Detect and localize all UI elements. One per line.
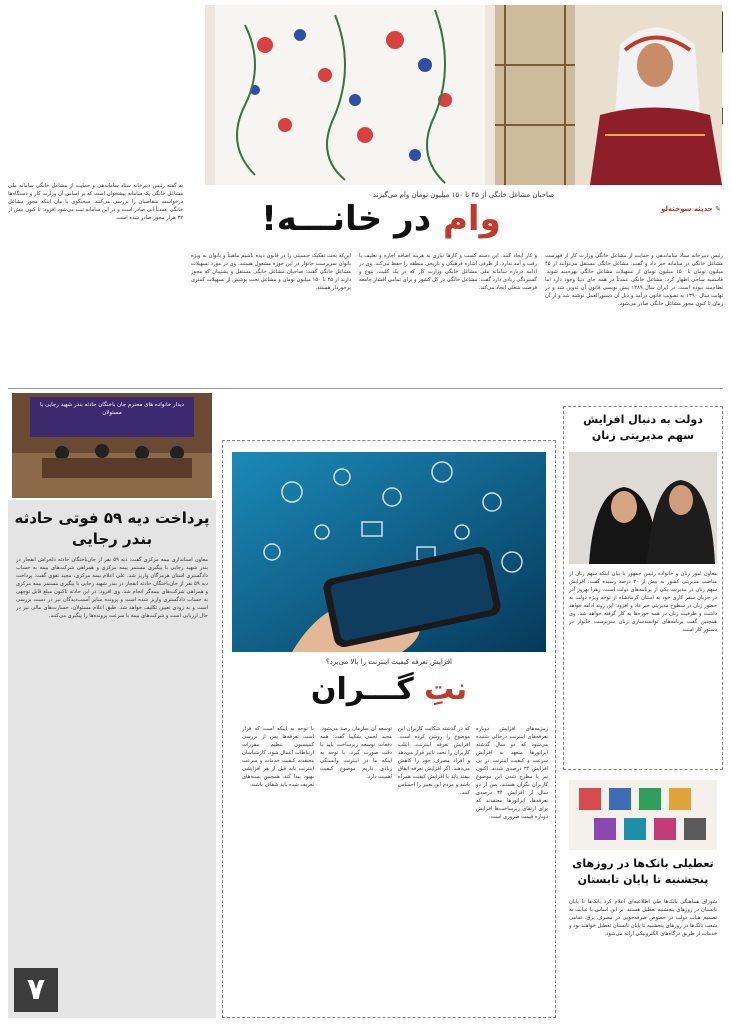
headline-accent: وام xyxy=(443,199,501,239)
bank-photo xyxy=(569,780,717,850)
section-divider xyxy=(8,388,723,389)
lead-author xyxy=(601,205,721,213)
bank-logos-image xyxy=(569,780,717,850)
bank-body: شورای هماهنگی بانک‌ها طی اطلاعیه‌ای اعلام کرد بانک‌ها تا پایان تابستان در روزهای پنجشنبه تعطیل هستند. بر این اساس با عنایت به تصمیم هیات دولت در خصوص صرفه‌جویی در مصرف برق، تمامی شعب بانک‌ها در روزهای پنجشنبه تا پایان تابستان تعطیل خواهند بود و خدمات از طریق درگاه‌های الکترونیکی ارائه می‌شود. xyxy=(569,899,717,937)
lead-photo xyxy=(205,5,722,185)
internet-headline xyxy=(232,670,546,710)
author-name: حدیثه سوخته‌لو xyxy=(660,205,713,213)
embroidery-loom-image xyxy=(205,5,722,185)
lead-col-4: به گفته رئیس دبیرخانه ستاد ساماندهی و حمایت از مشاغل خانگی سامانه ملی مشاغل خانگی یک سامانه پیشخوان است که بر اساس آن وزارت کار و دستگاه‌ها درخواست متقاضیان را بررسی می‌کنند. سخنگوی با بیان اینکه مجوز مشاغل خانگی عمدتاً آنی صادر است و در این سامانه ثبت می‌شود افزود: تا کنون بیش از ۳۲ هزار مجوز صادر شده است. xyxy=(8,183,183,221)
fire-article-photo xyxy=(12,393,212,498)
internet-col-3: توسعه آن سازمان رصد می‌شود. مجید لحمی شکیبا گفت: همه دفعات توسعه زیرساخت باید با دقت صورت گیرد. با توجه به اینکه ما در اینترنت وابستگی زیادی داریم موضوع کیفیت اهمیت دارد. xyxy=(320,726,392,780)
fire-headline: پرداخت دیه ۵۹ فوتی حادثه بندر رجایی xyxy=(14,509,210,548)
lead-col-2: و کار ایجاد کنند. این دسته کسب و کارها نیازی به هزینه اضافه اجاره و تعلیف با رفت و آمد ندارد. از طرفی اشاره فرهنگی و تاریخی منطقه را حفظ می‌کند. وی در ادامه درباره سامانه ملی مشاغل خانگی وزارت کار که در یک کلیت، تنوع و گستردگی زیادی دارد گفت: مشاغل خانگی در کل کشور و برای تمامی اقشار جامعه فرصت شغلی ایجاد می‌کند. xyxy=(359,253,537,291)
headline-rest: در خانـــه! xyxy=(261,199,432,239)
lead-col-1: رئیس دبیرخانه ستاد ساماندهی و حمایت از مشاغل خانگی وزارت کار از فهرست مشاغل خانگی در سامانه خبر داد و گفت: مشاغل خانگی مستقل می‌توانند از ۴۵ میلیون تومان تا ۱۵۰ میلیون تومان از تسهیلات مشاغل خانگی بهره‌مند شوند. قاسمیه ساجی اظهار کرد: مشاغل خانگی عمدتاً در همه جای دنیا وجود دارد اما نظام‌مند نبوده است. در ایران سال ۱۳۸۹ پیش نویسی قانون آن تدوین شد و در نهایت سال ۱۳۹۰ به تصویب قانون درآمد و ذیل آن دستورالعمل نوشته شد و از آن زمان تا کنون مجوز مشاغل خانگی صادر می‌شود. xyxy=(545,253,723,307)
internet-col-2: که در گذشته شکایت کاربران این موضوع را روشن کرده است. افزایش تعرفه اینترنت، اغلب کاربران را تحت تاثیر قرار می‌دهد و افراد مصرف خود را کاهش می‌دهند. اگر افزایش تعرفه اتفاق بیفتد باید با افزایش کیفیت همراه باشد و مردم این تغییر را احساس کنند. xyxy=(398,726,470,796)
women-officials-image xyxy=(569,452,717,564)
internet-headline-rest: گـــران xyxy=(310,672,414,707)
pen-icon: ✎ xyxy=(715,205,721,213)
internet-photo xyxy=(232,452,546,652)
internet-col-4: با توجه به اینکه است که قرار است تعرفه‌ها پس از بررسی کمیسیون تنظیم مقررات ارتباطات اعمال شود، کارشناسان معتقدند کیفیت خدمات و سرعت اینترنت باید قبل از هر افزایشی بهبود پیدا کند. همچنین بسته‌های تعریف شده باید شفاف باشند. xyxy=(242,726,314,788)
internet-col-1: زمزمه‌های افزایش دوباره تعرفه‌های اینترنت درحالی شنیده می‌شود که دو سال گذشته اپراتورها متعهد به افزایش سرعت و کیفیت اینترنت در پی افزایش ۳۴ درصدی شدند. اکنون نیز با مطرح شدن این موضوع کاربران نگران هستند. پس از دو سال از افزایش ۳۴ درصدی تعرفه‌ها، اپراتورها معتقدند که برای ارتقای زیرساخت‌ها افزایش دوباره قیمت ضروری است. xyxy=(476,726,548,820)
lead-photo-caption: صاحبان مشاغل خانگی از ۴۵ تا ۱۵۰ میلیون تومان وام می‌گیرند xyxy=(372,191,555,199)
phone-internet-image xyxy=(232,452,546,652)
lead-col-3: این‌که بحث تفکیک جنسیتی را در قانون دیده باشیم ماهیتاً و بانوان به ویژه بانوان سرپرست خانوار در این حوزه مشغول هستند. وی در مورد تسهیلات مشاغل خانگی گفت: صاحبان مشاغل خانگی مستقل و پشتیبان که مجوز دارند از ۴۵ تا ۱۵۰ میلیون تومان و مشاغل تحت پوشش از تسهیلات کمتری برخوردار هستند. xyxy=(191,253,351,291)
internet-headline-accent: نتِ xyxy=(424,672,468,707)
fire-body: معاون استانداری بیمه مرکزی گفت: دیه ۵۹ نفر از جان‌باختگان حادثه دلخراش انفجار در بندر شهید رجایی با پیگیری مستمر بیمه مرکزی و همراهی شرکت‌های بیمه به حساب دادگستری استان هرمزگان واریز شد. علی اعلام بیمه مرکزی، مجید تقوی گفت: پرداخت دیه ۵۹ نفر از جان‌باختگان حادثه انفجار در بندر شهید رجایی با پیگیری مستمر بیمه مرکزی و همراهی شرکت‌های بیمه‌گر انجام شد. وی افزود: در این حادثه تاکنون مبلغ قابل توجهی به حساب دادگستری واریز شده است و پرونده سایر آسیب‌دیدگان نیز در دست بررسی است و به زودی تعیین تکلیف خواهد شد. طبق اعلام مسئولان، خسارت‌های مالی نیز در حال ارزیابی است و شرکت‌های بیمه با سرعت پرونده‌ها را پیگیری می‌کنند. xyxy=(16,557,208,619)
fire-photo-banner: دیدار خانواده های محترم جان باختگان حادثه بندر شهید رجایی با مسئولان xyxy=(40,402,184,416)
bank-headline: تعطیلی بانک‌ها در روزهای پنجشنبه تا پایان تابستان xyxy=(572,857,714,886)
women-body: معاون امور زنان و خانواده رئیس جمهور با بیان اینکه سهم زنان از مناصب مدیریتی کشور به بیش از ۲۰ درصد رسیده گفت: افزایش سهم زنان در مدیریت یکی از برنامه‌های دولت است. زهرا بهروز آذر در جریان سفر کاری خود به استان کرمانشاه از توجه ویژه دولت به حضور زنان در سطوح مدیریتی خبر داد و افزود: این روند ادامه خواهد داشت و ظرفیت زنان در همه حوزه‌ها به کار گرفته خواهد شد. وی همچنین گفت برنامه‌های توانمندسازی زنان سرپرست خانوار در دستور کار است. xyxy=(569,571,717,633)
women-headline: دولت به دنبال افزایش سهم مدیریتی زنان xyxy=(583,413,703,442)
lead-headline xyxy=(231,198,531,240)
internet-kicker: افزایش تعرفه کیفیت اینترنت را بالا می‌برد؟ xyxy=(325,658,452,666)
women-photo xyxy=(569,452,717,564)
page-number: ۷ xyxy=(14,968,58,1012)
